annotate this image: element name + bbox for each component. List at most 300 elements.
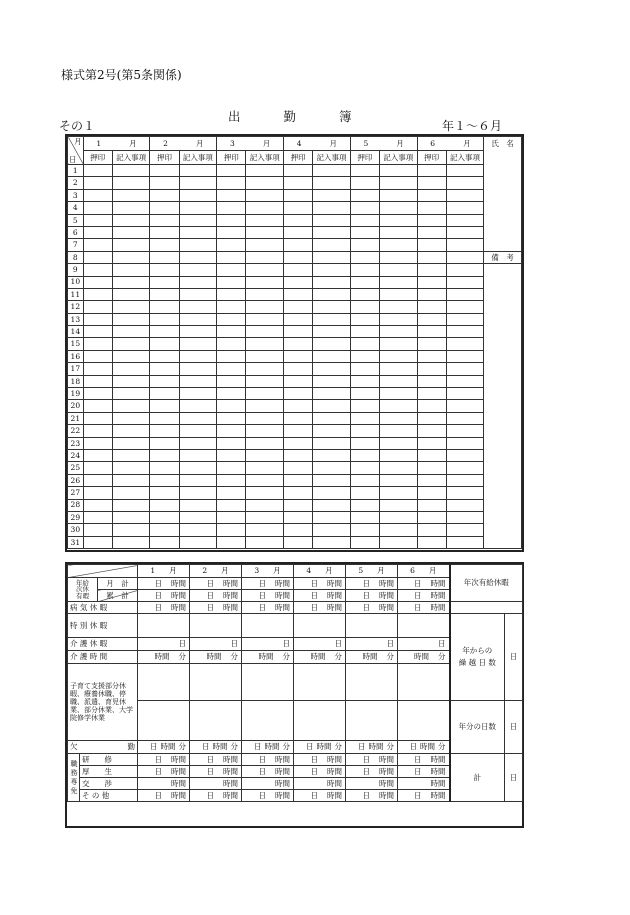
note-cell[interactable] xyxy=(446,462,484,474)
monthly-total-cell[interactable] xyxy=(294,578,346,590)
name-field-area[interactable] xyxy=(484,177,522,189)
note-cell[interactable] xyxy=(112,511,150,523)
note-cell[interactable] xyxy=(112,425,150,437)
stamp-cell[interactable] xyxy=(217,239,246,251)
stamp-cell[interactable] xyxy=(83,301,112,313)
stamp-cell[interactable] xyxy=(150,536,179,548)
stamp-cell[interactable] xyxy=(83,400,112,412)
stamp-cell[interactable] xyxy=(283,474,312,486)
stamp-cell[interactable] xyxy=(283,425,312,437)
stamp-cell[interactable] xyxy=(217,301,246,313)
stamp-cell[interactable] xyxy=(83,165,112,177)
note-cell[interactable] xyxy=(112,437,150,449)
stamp-cell[interactable] xyxy=(217,499,246,511)
note-cell[interactable] xyxy=(112,350,150,362)
stamp-cell[interactable] xyxy=(417,276,446,288)
cumulative-total-cell[interactable] xyxy=(138,590,190,602)
note-cell[interactable] xyxy=(246,177,284,189)
stamp-cell[interactable] xyxy=(83,425,112,437)
note-cell[interactable] xyxy=(313,338,351,350)
absence-cell[interactable] xyxy=(294,741,346,754)
note-cell[interactable] xyxy=(379,177,417,189)
stamp-cell[interactable] xyxy=(417,202,446,214)
note-cell[interactable] xyxy=(246,326,284,338)
note-cell[interactable] xyxy=(446,226,484,238)
stamp-cell[interactable] xyxy=(350,313,379,325)
stamp-cell[interactable] xyxy=(217,462,246,474)
childcare-cell[interactable] xyxy=(138,701,190,741)
stamp-cell[interactable] xyxy=(283,288,312,300)
stamp-cell[interactable] xyxy=(217,425,246,437)
note-cell[interactable] xyxy=(246,338,284,350)
stamp-cell[interactable] xyxy=(217,511,246,523)
remarks-field[interactable] xyxy=(484,264,522,276)
care-time-cell[interactable] xyxy=(190,651,242,664)
sick-leave-cell[interactable] xyxy=(346,602,398,614)
note-cell[interactable] xyxy=(446,511,484,523)
stamp-cell[interactable] xyxy=(83,536,112,548)
childcare-cell[interactable] xyxy=(242,701,294,741)
stamp-cell[interactable] xyxy=(217,226,246,238)
stamp-cell[interactable] xyxy=(83,487,112,499)
note-cell[interactable] xyxy=(446,288,484,300)
stamp-cell[interactable] xyxy=(417,214,446,226)
note-cell[interactable] xyxy=(179,375,217,387)
stamp-cell[interactable] xyxy=(217,326,246,338)
stamp-cell[interactable] xyxy=(150,425,179,437)
stamp-cell[interactable] xyxy=(350,462,379,474)
note-cell[interactable] xyxy=(379,400,417,412)
stamp-cell[interactable] xyxy=(150,226,179,238)
stamp-cell[interactable] xyxy=(417,288,446,300)
monthly-total-cell[interactable] xyxy=(138,578,190,590)
stamp-cell[interactable] xyxy=(150,288,179,300)
stamp-cell[interactable] xyxy=(150,524,179,536)
note-cell[interactable] xyxy=(379,214,417,226)
care-time-cell[interactable] xyxy=(346,651,398,664)
remarks-field[interactable] xyxy=(484,536,522,548)
note-cell[interactable] xyxy=(179,276,217,288)
stamp-cell[interactable] xyxy=(150,400,179,412)
note-cell[interactable] xyxy=(246,350,284,362)
stamp-cell[interactable] xyxy=(417,264,446,276)
note-cell[interactable] xyxy=(246,375,284,387)
stamp-cell[interactable] xyxy=(83,177,112,189)
note-cell[interactable] xyxy=(112,301,150,313)
note-cell[interactable] xyxy=(313,177,351,189)
childcare-cell[interactable] xyxy=(138,664,190,701)
stamp-cell[interactable] xyxy=(150,474,179,486)
stamp-cell[interactable] xyxy=(350,499,379,511)
duty-item-cell[interactable] xyxy=(346,766,398,778)
note-cell[interactable] xyxy=(112,524,150,536)
stamp-cell[interactable] xyxy=(350,412,379,424)
stamp-cell[interactable] xyxy=(283,239,312,251)
note-cell[interactable] xyxy=(246,511,284,523)
note-cell[interactable] xyxy=(313,288,351,300)
note-cell[interactable] xyxy=(379,251,417,263)
stamp-cell[interactable] xyxy=(83,189,112,201)
stamp-cell[interactable] xyxy=(83,474,112,486)
remarks-field[interactable] xyxy=(484,301,522,313)
note-cell[interactable] xyxy=(112,313,150,325)
note-cell[interactable] xyxy=(379,189,417,201)
remarks-field[interactable] xyxy=(484,288,522,300)
note-cell[interactable] xyxy=(446,474,484,486)
note-cell[interactable] xyxy=(379,226,417,238)
note-cell[interactable] xyxy=(179,412,217,424)
sick-leave-cell[interactable] xyxy=(190,602,242,614)
stamp-cell[interactable] xyxy=(150,202,179,214)
note-cell[interactable] xyxy=(313,425,351,437)
note-cell[interactable] xyxy=(246,499,284,511)
stamp-cell[interactable] xyxy=(350,264,379,276)
care-leave-cell[interactable] xyxy=(346,638,398,651)
stamp-cell[interactable] xyxy=(350,425,379,437)
stamp-cell[interactable] xyxy=(83,350,112,362)
stamp-cell[interactable] xyxy=(350,326,379,338)
note-cell[interactable] xyxy=(313,412,351,424)
stamp-cell[interactable] xyxy=(283,301,312,313)
note-cell[interactable] xyxy=(313,251,351,263)
note-cell[interactable] xyxy=(446,388,484,400)
note-cell[interactable] xyxy=(112,412,150,424)
stamp-cell[interactable] xyxy=(350,226,379,238)
note-cell[interactable] xyxy=(246,425,284,437)
note-cell[interactable] xyxy=(112,226,150,238)
childcare-cell[interactable] xyxy=(346,701,398,741)
note-cell[interactable] xyxy=(246,437,284,449)
stamp-cell[interactable] xyxy=(283,524,312,536)
stamp-cell[interactable] xyxy=(217,437,246,449)
duty-item-cell[interactable] xyxy=(190,754,242,766)
note-cell[interactable] xyxy=(313,326,351,338)
note-cell[interactable] xyxy=(246,251,284,263)
stamp-cell[interactable] xyxy=(217,388,246,400)
note-cell[interactable] xyxy=(446,251,484,263)
note-cell[interactable] xyxy=(313,449,351,461)
name-field-area[interactable] xyxy=(484,239,522,251)
note-cell[interactable] xyxy=(313,264,351,276)
note-cell[interactable] xyxy=(179,214,217,226)
note-cell[interactable] xyxy=(313,524,351,536)
note-cell[interactable] xyxy=(179,363,217,375)
note-cell[interactable] xyxy=(379,350,417,362)
duty-item-cell[interactable] xyxy=(242,766,294,778)
note-cell[interactable] xyxy=(112,388,150,400)
sick-leave-cell[interactable] xyxy=(398,602,450,614)
note-cell[interactable] xyxy=(112,177,150,189)
stamp-cell[interactable] xyxy=(350,214,379,226)
stamp-cell[interactable] xyxy=(350,400,379,412)
note-cell[interactable] xyxy=(379,264,417,276)
stamp-cell[interactable] xyxy=(417,400,446,412)
note-cell[interactable] xyxy=(246,226,284,238)
note-cell[interactable] xyxy=(446,264,484,276)
note-cell[interactable] xyxy=(379,301,417,313)
note-cell[interactable] xyxy=(112,363,150,375)
stamp-cell[interactable] xyxy=(283,214,312,226)
name-field-area[interactable] xyxy=(484,226,522,238)
note-cell[interactable] xyxy=(313,388,351,400)
note-cell[interactable] xyxy=(446,350,484,362)
stamp-cell[interactable] xyxy=(217,375,246,387)
note-cell[interactable] xyxy=(379,449,417,461)
stamp-cell[interactable] xyxy=(150,499,179,511)
note-cell[interactable] xyxy=(246,276,284,288)
cumulative-total-cell[interactable] xyxy=(398,590,450,602)
duty-item-cell[interactable] xyxy=(242,778,294,790)
note-cell[interactable] xyxy=(446,338,484,350)
note-cell[interactable] xyxy=(246,487,284,499)
stamp-cell[interactable] xyxy=(83,288,112,300)
note-cell[interactable] xyxy=(313,202,351,214)
note-cell[interactable] xyxy=(112,214,150,226)
note-cell[interactable] xyxy=(112,487,150,499)
sick-leave-cell[interactable] xyxy=(294,602,346,614)
remarks-field[interactable] xyxy=(484,276,522,288)
note-cell[interactable] xyxy=(246,388,284,400)
remarks-field[interactable] xyxy=(484,462,522,474)
special-leave-cell[interactable] xyxy=(398,614,450,638)
stamp-cell[interactable] xyxy=(83,363,112,375)
absence-cell[interactable] xyxy=(138,741,190,754)
stamp-cell[interactable] xyxy=(417,536,446,548)
note-cell[interactable] xyxy=(179,400,217,412)
note-cell[interactable] xyxy=(446,412,484,424)
note-cell[interactable] xyxy=(313,462,351,474)
note-cell[interactable] xyxy=(246,239,284,251)
stamp-cell[interactable] xyxy=(83,524,112,536)
note-cell[interactable] xyxy=(246,412,284,424)
absence-cell[interactable] xyxy=(190,741,242,754)
note-cell[interactable] xyxy=(246,288,284,300)
stamp-cell[interactable] xyxy=(417,165,446,177)
stamp-cell[interactable] xyxy=(283,412,312,424)
stamp-cell[interactable] xyxy=(283,388,312,400)
note-cell[interactable] xyxy=(379,313,417,325)
stamp-cell[interactable] xyxy=(150,363,179,375)
note-cell[interactable] xyxy=(112,474,150,486)
note-cell[interactable] xyxy=(179,313,217,325)
cumulative-total-cell[interactable] xyxy=(190,590,242,602)
stamp-cell[interactable] xyxy=(283,189,312,201)
stamp-cell[interactable] xyxy=(283,375,312,387)
cumulative-total-cell[interactable] xyxy=(346,590,398,602)
stamp-cell[interactable] xyxy=(217,214,246,226)
stamp-cell[interactable] xyxy=(417,338,446,350)
note-cell[interactable] xyxy=(179,251,217,263)
note-cell[interactable] xyxy=(179,536,217,548)
stamp-cell[interactable] xyxy=(217,189,246,201)
childcare-cell[interactable] xyxy=(398,701,450,741)
note-cell[interactable] xyxy=(379,288,417,300)
note-cell[interactable] xyxy=(179,524,217,536)
note-cell[interactable] xyxy=(112,499,150,511)
remarks-field[interactable] xyxy=(484,388,522,400)
stamp-cell[interactable] xyxy=(150,462,179,474)
name-field-area[interactable] xyxy=(484,189,522,201)
note-cell[interactable] xyxy=(446,536,484,548)
note-cell[interactable] xyxy=(313,363,351,375)
childcare-cell[interactable] xyxy=(242,664,294,701)
absence-cell[interactable] xyxy=(398,741,450,754)
note-cell[interactable] xyxy=(313,437,351,449)
note-cell[interactable] xyxy=(179,511,217,523)
cumulative-total-cell[interactable] xyxy=(294,590,346,602)
stamp-cell[interactable] xyxy=(350,363,379,375)
note-cell[interactable] xyxy=(379,239,417,251)
note-cell[interactable] xyxy=(313,276,351,288)
remarks-field[interactable] xyxy=(484,437,522,449)
stamp-cell[interactable] xyxy=(350,177,379,189)
note-cell[interactable] xyxy=(246,301,284,313)
note-cell[interactable] xyxy=(313,511,351,523)
stamp-cell[interactable] xyxy=(350,301,379,313)
note-cell[interactable] xyxy=(112,264,150,276)
stamp-cell[interactable] xyxy=(217,165,246,177)
note-cell[interactable] xyxy=(313,350,351,362)
stamp-cell[interactable] xyxy=(350,511,379,523)
note-cell[interactable] xyxy=(112,239,150,251)
stamp-cell[interactable] xyxy=(83,449,112,461)
care-leave-cell[interactable] xyxy=(242,638,294,651)
stamp-cell[interactable] xyxy=(150,449,179,461)
duty-item-cell[interactable] xyxy=(294,766,346,778)
duty-item-cell[interactable] xyxy=(398,754,450,766)
remarks-field[interactable] xyxy=(484,313,522,325)
care-time-cell[interactable] xyxy=(138,651,190,664)
stamp-cell[interactable] xyxy=(83,462,112,474)
stamp-cell[interactable] xyxy=(283,511,312,523)
stamp-cell[interactable] xyxy=(83,276,112,288)
note-cell[interactable] xyxy=(313,214,351,226)
stamp-cell[interactable] xyxy=(83,437,112,449)
note-cell[interactable] xyxy=(246,165,284,177)
care-time-cell[interactable] xyxy=(242,651,294,664)
stamp-cell[interactable] xyxy=(150,251,179,263)
note-cell[interactable] xyxy=(446,202,484,214)
note-cell[interactable] xyxy=(446,375,484,387)
note-cell[interactable] xyxy=(112,326,150,338)
stamp-cell[interactable] xyxy=(283,449,312,461)
note-cell[interactable] xyxy=(446,499,484,511)
note-cell[interactable] xyxy=(179,264,217,276)
remarks-field[interactable] xyxy=(484,350,522,362)
note-cell[interactable] xyxy=(246,313,284,325)
stamp-cell[interactable] xyxy=(83,202,112,214)
stamp-cell[interactable] xyxy=(350,388,379,400)
note-cell[interactable] xyxy=(379,412,417,424)
duty-item-cell[interactable] xyxy=(346,754,398,766)
stamp-cell[interactable] xyxy=(150,276,179,288)
stamp-cell[interactable] xyxy=(350,239,379,251)
childcare-cell[interactable] xyxy=(294,701,346,741)
remarks-field[interactable] xyxy=(484,400,522,412)
note-cell[interactable] xyxy=(313,313,351,325)
childcare-cell[interactable] xyxy=(398,664,450,701)
care-leave-cell[interactable] xyxy=(138,638,190,651)
absence-cell[interactable] xyxy=(346,741,398,754)
note-cell[interactable] xyxy=(446,189,484,201)
stamp-cell[interactable] xyxy=(350,165,379,177)
name-field[interactable] xyxy=(484,151,522,165)
note-cell[interactable] xyxy=(446,400,484,412)
remarks-field[interactable] xyxy=(484,375,522,387)
stamp-cell[interactable] xyxy=(83,375,112,387)
stamp-cell[interactable] xyxy=(283,499,312,511)
note-cell[interactable] xyxy=(179,202,217,214)
sick-leave-cell[interactable] xyxy=(138,602,190,614)
stamp-cell[interactable] xyxy=(217,350,246,362)
note-cell[interactable] xyxy=(379,338,417,350)
note-cell[interactable] xyxy=(313,487,351,499)
monthly-total-cell[interactable] xyxy=(346,578,398,590)
stamp-cell[interactable] xyxy=(150,214,179,226)
note-cell[interactable] xyxy=(179,350,217,362)
stamp-cell[interactable] xyxy=(283,462,312,474)
note-cell[interactable] xyxy=(379,462,417,474)
note-cell[interactable] xyxy=(446,524,484,536)
stamp-cell[interactable] xyxy=(150,177,179,189)
stamp-cell[interactable] xyxy=(417,425,446,437)
note-cell[interactable] xyxy=(179,177,217,189)
note-cell[interactable] xyxy=(246,400,284,412)
duty-item-cell[interactable] xyxy=(242,790,294,802)
remarks-field[interactable] xyxy=(484,449,522,461)
note-cell[interactable] xyxy=(179,449,217,461)
note-cell[interactable] xyxy=(446,177,484,189)
note-cell[interactable] xyxy=(446,239,484,251)
note-cell[interactable] xyxy=(313,536,351,548)
note-cell[interactable] xyxy=(446,326,484,338)
note-cell[interactable] xyxy=(313,375,351,387)
stamp-cell[interactable] xyxy=(350,487,379,499)
stamp-cell[interactable] xyxy=(217,412,246,424)
note-cell[interactable] xyxy=(379,437,417,449)
stamp-cell[interactable] xyxy=(417,437,446,449)
stamp-cell[interactable] xyxy=(417,462,446,474)
stamp-cell[interactable] xyxy=(417,189,446,201)
note-cell[interactable] xyxy=(112,449,150,461)
stamp-cell[interactable] xyxy=(417,412,446,424)
remarks-field[interactable] xyxy=(484,474,522,486)
care-leave-cell[interactable] xyxy=(190,638,242,651)
note-cell[interactable] xyxy=(246,524,284,536)
stamp-cell[interactable] xyxy=(417,524,446,536)
stamp-cell[interactable] xyxy=(350,288,379,300)
note-cell[interactable] xyxy=(246,214,284,226)
stamp-cell[interactable] xyxy=(283,276,312,288)
stamp-cell[interactable] xyxy=(283,363,312,375)
duty-item-cell[interactable] xyxy=(190,790,242,802)
remarks-field[interactable] xyxy=(484,338,522,350)
note-cell[interactable] xyxy=(379,511,417,523)
note-cell[interactable] xyxy=(379,375,417,387)
stamp-cell[interactable] xyxy=(217,338,246,350)
stamp-cell[interactable] xyxy=(150,487,179,499)
stamp-cell[interactable] xyxy=(350,189,379,201)
stamp-cell[interactable] xyxy=(217,251,246,263)
duty-item-cell[interactable] xyxy=(398,778,450,790)
cumulative-total-cell[interactable] xyxy=(242,590,294,602)
name-field-area[interactable] xyxy=(484,202,522,214)
remarks-field[interactable] xyxy=(484,425,522,437)
stamp-cell[interactable] xyxy=(83,264,112,276)
duty-item-cell[interactable] xyxy=(190,766,242,778)
stamp-cell[interactable] xyxy=(150,388,179,400)
note-cell[interactable] xyxy=(112,400,150,412)
